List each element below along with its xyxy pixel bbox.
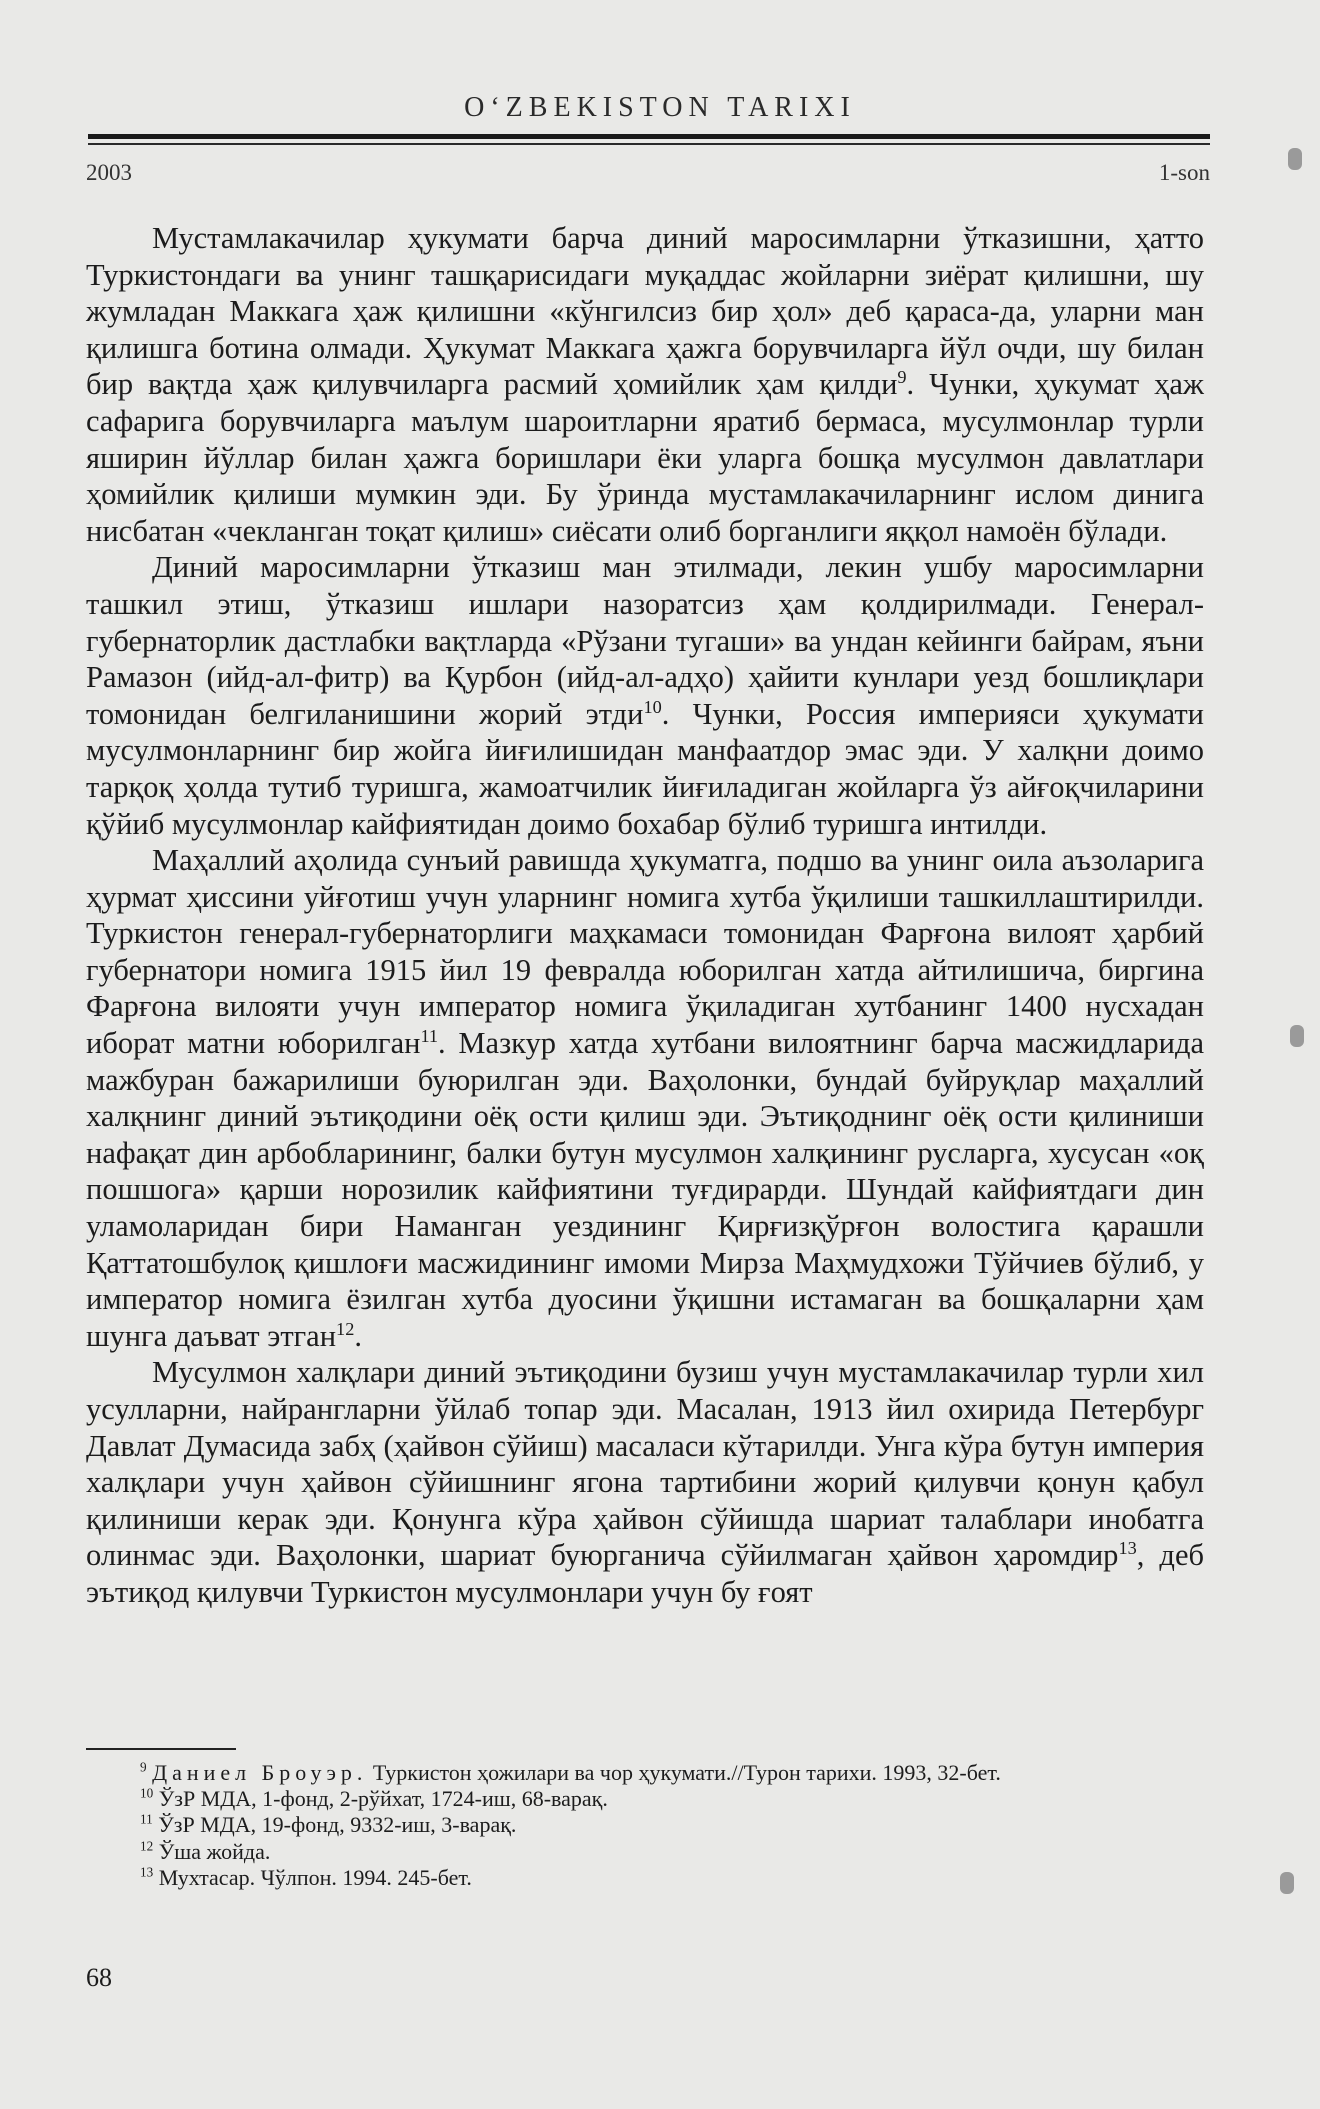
footnote xyxy=(86,1786,1204,1812)
paragraph-text: . Мазкур хатда хутбани вилоятнинг барча масжидларида мажбуран бажарилиши буюрилган эди. Ваҳолонки, бундай буйруқлар маҳаллий халқнинг диний эътиқодини оёқ ости қилиш эди. Эътиқоднинг оёқ ости қилиниши нафақат дин арбобларининг, балки бутун мусулмон халқининг русларга, хусусан «оқ пошшога» қарши норозилик кайфиятини туғдирарди. Шундай кайфиятдаги дин уламоларидан бири Наманган уездининг Қирғизқўрғон волостига қарашли Қаттатошбулоқ қишлоғи масжидининг имоми Мирза Маҳмудхожи Тўйчиев бўлиб, у император номига ёзилган хутба дуосини ўқишни истамаган ва бошқаларни ҳам шунга даъват этган xyxy=(86,1026,1204,1353)
footnote xyxy=(86,1839,1204,1865)
footnote xyxy=(86,1865,1204,1891)
footnote xyxy=(86,1760,1204,1786)
body-paragraph xyxy=(86,842,1204,1354)
body-paragraph xyxy=(86,549,1204,842)
paragraph-text: . Чунки, Россия империяси ҳукумати мусулмонларнинг бир жойга йиғилишидан манфаатдор эмас эди. У халқни доимо тарқоқ ҳолда тутиб туришга, жамоатчилик йиғиладиган жойларга ўз айғоқчиларини қўйиб мусулмонлар кайфиятидан доимо бохабар бўлиб туришга интилди. xyxy=(86,696,1205,841)
paragraph-text: Маҳаллий аҳолида сунъий равишда ҳукуматга, подшо ва унинг оила аъзоларига ҳурмат ҳиссини уйғотиш учун уларнинг номига хутба ўқилиши ташкиллаштирилди. Туркистон генерал-губернаторлиги маҳкамаси томонидан Фарғона вилоят ҳарбий губернатори номига 1915 йил 19 февралда юборилган хатда айтилишича, биргина Фарғона вилояти учун император номига ўқиладиган хутбанинг 1400 нусхадан иборат матни юборилган xyxy=(86,843,1204,1061)
body-paragraph xyxy=(86,220,1204,549)
paragraph-text: Мусулмон халқлари диний эътиқодини бузиш учун мустамлакачилар турли хил усулларни, найрангларни ўйлаб топар эди. Масалан, 1913 йил охирида Петербург Давлат Думасида забҳ (ҳайвон сўйиш) масаласи кўтарилди. Унга кўра бутун империя халқлари учун ҳайвон сўйишнинг ягона тартибини жорий қилувчи қонун қабул қилиниши керак эди. Қонунга кўра ҳайвон сўйишда шариат талаблари инобатга олинмас эди. Ваҳолонки, шариат буюрганича сўйилмаган ҳайвон ҳаромдир xyxy=(86,1355,1204,1573)
page-number: 68 xyxy=(86,1963,112,1992)
footnotes xyxy=(86,1760,1204,1891)
journal-title: O‘ZBEKISTON TARIXI xyxy=(464,92,856,123)
binding-hole-mark xyxy=(1290,1025,1304,1047)
footnote-text: ЎзР МДА, 1-фонд, 2-рўйхат, 1724-иш, 68-варақ. xyxy=(153,1786,608,1812)
header-rule-thick xyxy=(88,134,1210,139)
footnote-number: 9 xyxy=(140,1759,147,1775)
footnote-text: Ўша жойда. xyxy=(153,1838,271,1864)
paragraph-text: . Чунки, ҳукумат ҳаж сафарига борувчиларга маълум шароитларни яратиб бермаса, мусулмонлар турли яширин йўллар билан ҳажга боришлари ёки уларга бошқа мусулмон давлатлари ҳомийлик қилиши мумкин эди. Бу ўринда мустамлакачиларнинг ислом динига нисбатан «чекланган тоқат қилиш» сиёсати олиб борганлиги яққол намоён бўлади. xyxy=(86,367,1204,548)
year-label: 2003 xyxy=(86,160,132,185)
footnote-reference[interactable]: 13 xyxy=(1118,1538,1137,1559)
article-body xyxy=(86,220,1204,1611)
footnote-reference[interactable]: 10 xyxy=(643,696,662,717)
footnote-text: Мухтасар. Чўлпон. 1994. 245-бет. xyxy=(153,1864,472,1890)
footnote-number: 12 xyxy=(140,1838,154,1854)
header-rule-thin xyxy=(88,143,1210,145)
footnote xyxy=(86,1812,1204,1838)
footnote-number: 11 xyxy=(140,1812,153,1828)
binding-hole-mark xyxy=(1280,1872,1294,1894)
body-paragraph xyxy=(86,1354,1204,1610)
footnote-reference[interactable]: 9 xyxy=(897,367,907,388)
paragraph-text: Мустамлакачилар ҳукумати барча диний маросимларни ўтказишни, ҳатто Туркистондаги ва унинг ташқарисидаги муқаддас жойларни зиёрат қилишни, шу жумладан Маккага ҳаж қилишни «кўнгилсиз бир ҳол» деб қараса-да, уларни ман қилишга ботина олмади. Ҳукумат Маккага ҳажга борувчиларга йўл очди, шу билан бир вақтда ҳаж қилувчиларга расмий ҳомийлик ҳам қилди xyxy=(86,221,1204,402)
footnote-text: Туркистон ҳожилари ва чор ҳукумати.//Турон тарихи. 1993, 32-бет. xyxy=(367,1760,1001,1785)
paragraph-text: . xyxy=(354,1318,362,1353)
footnote-number: 10 xyxy=(140,1785,154,1801)
binding-hole-mark xyxy=(1288,148,1302,170)
footnote-text: ЎзР МДА, 19-фонд, 9332-иш, 3-варақ. xyxy=(152,1812,517,1838)
footnote-rule xyxy=(86,1748,236,1750)
paragraph-text: Диний маросимларни ўтказиш ман этилмади, лекин ушбу маросимларни ташкил этиш, ўтказиш ишлари назоратсиз ҳам қолдирилмади. Генерал-губернаторлик дастлабки вақтларда «Рўзани тугаши» ва ундан кейинги байрам, яъни Рамазон (ийд-ал-фитр) ва Қурбон (ийд-ал-адҳо) ҳайити кунлари уезд бошлиқлари томонидан белгиланишини жорий этди xyxy=(86,550,1204,731)
footnote-number: 13 xyxy=(140,1864,154,1880)
footnote-reference[interactable]: 11 xyxy=(420,1025,439,1046)
footnote-reference[interactable]: 12 xyxy=(336,1318,355,1339)
paragraph-text: , деб эътиқод қилувчи Туркистон мусулмонлари учун бу ғоят xyxy=(86,1538,1204,1609)
issue-label: 1-son xyxy=(1158,160,1210,185)
footnote-author: Даниел Броуэр. xyxy=(152,1760,368,1785)
